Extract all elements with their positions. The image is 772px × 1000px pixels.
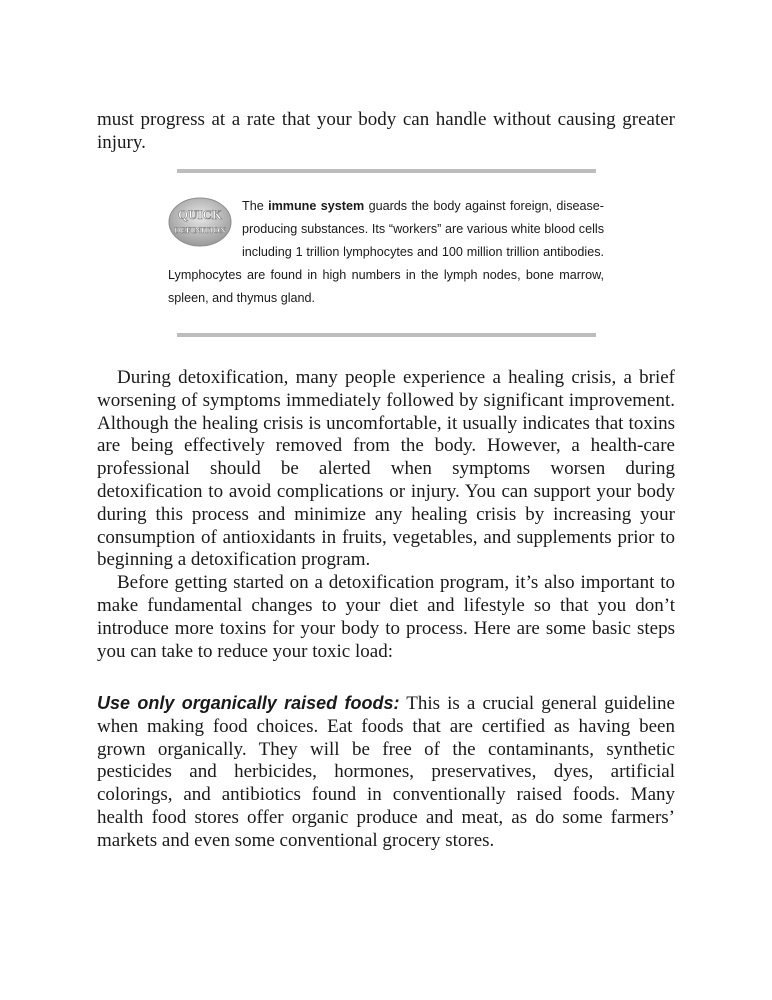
body-text — [97, 367, 675, 663]
quick-definition-box — [168, 195, 604, 310]
definition-text: guards the body against foreign, disease-producing substances. Its “workers” are various white blood cells including 1 trillion lymphocytes and 100 million trillion antibodies. Lymphocytes are found in high numbers in the lymph nodes, bone marrow, spleen, and thymus gland. — [168, 199, 605, 305]
sidebar-top-rule — [177, 169, 596, 173]
guideline-text: This is a crucial general guideline when making food choices. Eat foods that are certified as having been grown organically. They will be free of the contaminants, synthetic pesticides and herbicides, hormones, preservatives, dyes, artificial colorings, and antibiotics found in conventionally raised foods. Many health food stores offer organic produce and meat, as do some farmers’ markets and even some conventional grocery stores. — [97, 693, 675, 851]
definition-term: immune system — [268, 199, 365, 213]
badge-line1: QUICK — [177, 207, 223, 222]
guideline-item — [97, 692, 675, 853]
quick-definition-badge-icon — [168, 197, 232, 247]
guideline-lead-in: Use only organically raised foods: — [97, 693, 400, 713]
sidebar-bottom-rule — [177, 333, 596, 337]
badge-line2: DEFINITION — [174, 225, 226, 235]
definition-lead: The — [242, 199, 264, 213]
intro-paragraph: must progress at a rate that your body can handle without causing greater injury. — [97, 109, 675, 153]
body-paragraph-2: Before getting started on a detoxification program, it’s also important to make fundamental changes to your diet and lifestyle so that you don’t introduce more toxins for your body to process. Here are some basic steps you can take to reduce your toxic load: — [97, 572, 675, 662]
body-paragraph-1: During detoxification, many people experience a healing crisis, a brief worsening of symptoms immediately followed by significant improvement. Although the healing crisis is uncomfortable, it usually indicates that toxins are being effectively removed from the body. However, a health-care professional should be alerted when symptoms worsen during detoxification to avoid complications or injury. You can support your body during this process and minimize any healing crisis by increasing your consumption of antioxidants in fruits, vegetables, and supplements prior to beginning a detoxification program. — [97, 367, 675, 571]
